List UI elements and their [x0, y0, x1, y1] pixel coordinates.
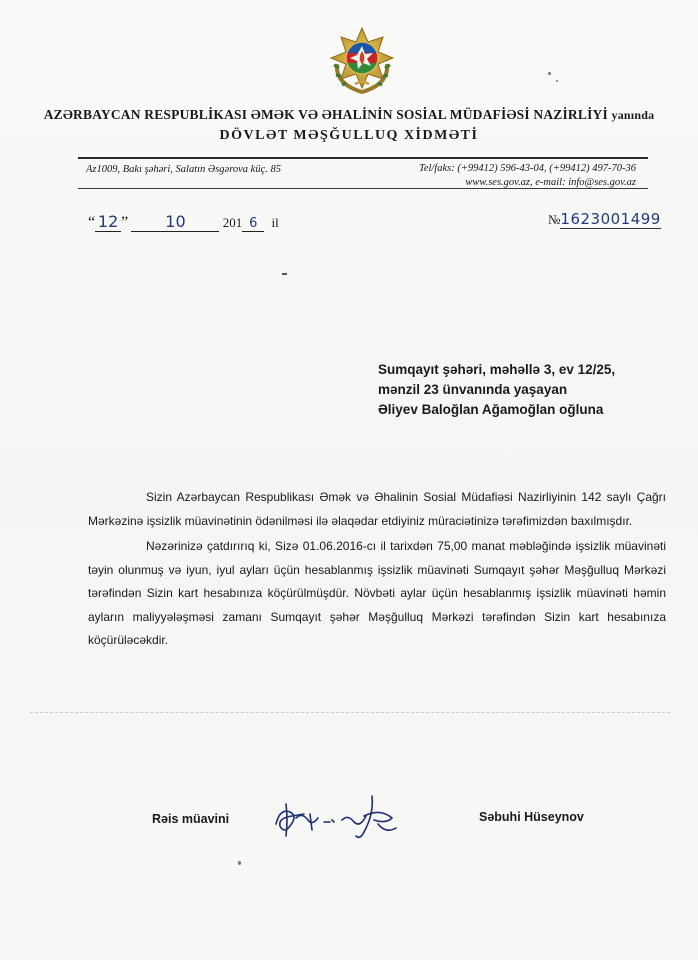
date-year-word: il [271, 215, 279, 230]
handwritten-signature [268, 790, 408, 850]
signatory-name: Səbuhi Hüseynov [479, 810, 584, 824]
body-paragraph-1: Sizin Azərbaycan Respublikası Əmək və Əhalinin Sosial Müdafiəsi Nazirliyinin 142 saylı Çağrı Mərkəzinə işsizlik müavinətinin ödənilməsi ilə əlaqədar etdiyiniz müraciətinizə tərəfimizdən baxılmışdır. [88, 490, 666, 528]
paper-speck [548, 72, 551, 75]
date-year-prefix: 201 [222, 215, 243, 230]
letter-date [88, 212, 279, 232]
paper-speck [556, 80, 558, 82]
header-rule-top [78, 157, 648, 159]
reference-value: 1623001499 [560, 210, 661, 228]
date-year-suffix: 6 [242, 216, 264, 232]
organization-name [0, 107, 698, 123]
header-rule-bottom [78, 188, 648, 189]
phone-fax: Tel/faks: (+99412) 596-43-04, (+99412) 497-70-36 [418, 163, 636, 174]
recipient-line-2: mənzil 23 ünvanında yaşayan [378, 382, 568, 397]
office-address: Az1009, Bakı şəhəri, Salatın Əsgərova küç. 85 [86, 164, 281, 175]
number-sign: № [548, 212, 561, 227]
reference-number [548, 210, 661, 228]
body-paragraph-2: Nəzərinizə çatdırırıq ki, Sizə 01.06.2016-cı il tarixdən 75,00 manat məbləğində işsizlik müavinəti təyin olunmuş və iyun, iyul ayları üçün hesablanmış işsizlik müavinəti Sumqayıt şəhər Məşğulluq Mərkəzi tərəfindən Sizin kart hesabınıza köçürülmüşdür. Növbəti aylar üçün hesablanmış işsizlik müavinəti həmin ayların maliyyələşməsi zamanı Sumqayıt şəhər Məşğulluq Mərkəzi tərəfindən Sizin kart hesabınıza köçürüləcəkdir. [88, 539, 666, 647]
web-email: www.ses.gov.az, e-mail: info@ses.gov.az [465, 177, 636, 188]
signatory-title: Rəis müavini [152, 812, 230, 826]
recipient-line-3: Əliyev Baloğlan Ağamoğlan oğluna [378, 402, 604, 417]
ministry-suffix: yanında [611, 108, 655, 122]
recipient-line-1: Sumqayıt şəhəri, məhəllə 3, ev 12/25, [378, 362, 616, 377]
ministry-name: AZƏRBAYCAN RESPUBLİKASI ƏMƏK VƏ ƏHALİNİN SOSİAL MÜDAFİƏSİ NAZİRLİYİ [43, 107, 608, 122]
stray-mark [282, 273, 287, 275]
state-emblem-icon [327, 24, 397, 96]
date-close-quote: ” [121, 214, 129, 231]
date-month: 10 [131, 212, 219, 232]
recipient-address [378, 360, 668, 420]
letter-body [88, 486, 666, 653]
date-day: 12 [95, 212, 121, 232]
date-open-quote: “ [88, 214, 96, 231]
service-name: DÖVLƏT MƏŞĞULLUQ XİDMƏTİ [219, 128, 479, 143]
fold-line [30, 712, 670, 713]
contact-block [419, 162, 636, 190]
paper-speck [238, 861, 241, 865]
